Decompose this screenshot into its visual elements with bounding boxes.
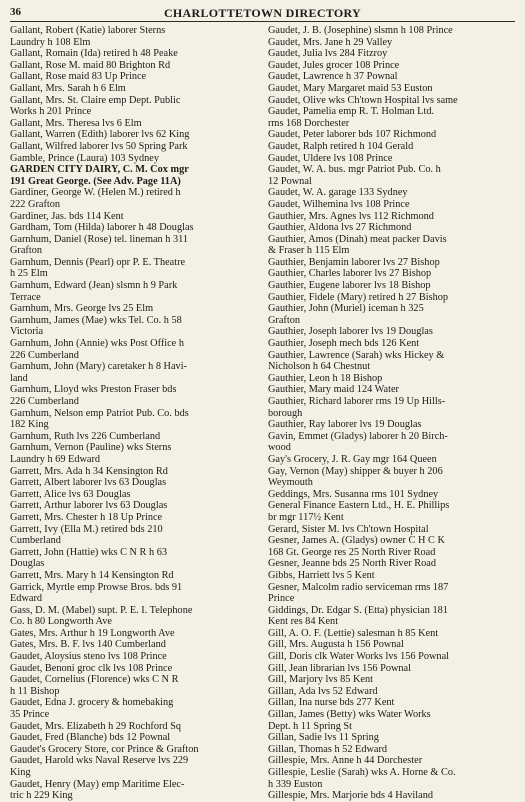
directory-entry-line: Garnhum, Daniel (Rose) tel. lineman h 311: [10, 233, 189, 245]
directory-entry-line: Garrett, Ivy (Ella M.) retired bds 210: [10, 523, 163, 535]
directory-entry-line: 12 Pownal: [268, 175, 312, 187]
directory-entry-line: Gaudet, Harold wks Naval Reserve lvs 229: [10, 755, 189, 767]
directory-entry-line: Gallant, Warren (Edith) laborer lvs 62 King: [10, 129, 190, 141]
directory-entry-line: Gillespie, Mrs. Marjorie bds 4 Haviland: [268, 790, 434, 802]
directory-entry-line: Garnhum, Edward (Jean) slsmn h 9 Park: [10, 280, 178, 292]
directory-entry-line: Grafton: [268, 314, 301, 326]
directory-entry-line: Gillespie, Mrs. Anne h 44 Dorchester: [268, 755, 423, 767]
directory-entry-line: Garrett, Mrs. Mary h 14 Kensington Rd: [10, 569, 174, 581]
directory-entry-line: Dept. h 11 Spring St: [268, 720, 352, 732]
directory-entry-line: Gauthier, Joseph laborer lvs 19 Douglas: [268, 326, 433, 338]
directory-entry-line: Gauthier, John (Muriel) iceman h 325: [268, 303, 424, 315]
directory-entry-line: Gavin, Emmet (Gladys) laborer h 20 Birch-: [268, 430, 448, 442]
directory-entry-line: Gallant, Mrs. St. Claire emp Dept. Public: [10, 94, 181, 106]
directory-entry-line: Laundry h 69 Edward: [10, 453, 101, 465]
directory-entry-line: Gauthier, Eugene laborer lvs 18 Bishop: [268, 280, 431, 292]
directory-entry-line: tric h 229 King: [10, 790, 73, 802]
directory-entry-line: Gauthier, Fidele (Mary) retired h 27 Bishop: [268, 291, 449, 303]
directory-entry-line: Gates, Mrs. B. F. lvs 140 Cumberland: [10, 639, 166, 651]
directory-entry-line: 222 Grafton: [10, 198, 61, 210]
directory-entry-line: Gaudet, Cornelius (Florence) wks C N R: [10, 674, 179, 686]
directory-entry-line: Gass, D. M. (Mabel) supt. P. E. I. Telephone: [10, 604, 193, 616]
directory-entry-line: Gallant, Rose M. maid 80 Brighton Rd: [10, 59, 171, 71]
directory-entry-line: Gardiner, George W. (Helen M.) retired h: [10, 187, 181, 199]
directory-entry-line: 182 King: [10, 419, 49, 431]
directory-entry-line: Gaudet, Mrs. Elizabeth h 29 Rochford Sq: [10, 720, 182, 732]
directory-entry-line: Gates, Mrs. Arthur h 19 Longworth Ave: [10, 627, 175, 639]
directory-entry-line: Gauthier, Aldona lvs 27 Richmond: [268, 222, 412, 234]
directory-entry-line: Gaudet, Peter laborer bds 107 Richmond: [268, 129, 437, 141]
directory-entry-line: Gaudet, J. B. (Josephine) slsmn h 108 Prince: [268, 25, 453, 36]
directory-entry-line: Victoria: [10, 326, 44, 338]
directory-entry-line: h 11 Bishop: [10, 685, 60, 697]
directory-entry-line: Gillan, Ada lvs 52 Edward: [268, 685, 378, 697]
directory-entry-line: borough: [268, 407, 303, 419]
directory-entry-line: Gaudet, Pamelia emp R. T. Holman Ltd.: [268, 106, 435, 118]
directory-entry-line: Gallant, Romain (Ida) retired h 48 Peake: [10, 48, 178, 60]
directory-entry-line: Gaudet, W. A. garage 133 Sydney: [268, 187, 408, 199]
directory-entry-line: Gallant, Rose maid 83 Up Prince: [10, 71, 147, 83]
directory-entry-line: Gaudet, Mary Margaret maid 53 Euston: [268, 82, 433, 94]
left-column: [10, 25, 257, 802]
directory-entry-line: Gaudet, Aloysius steno lvs 108 Prince: [10, 651, 167, 663]
directory-entry-line: Gill, Marjory lvs 85 Kent: [268, 674, 373, 686]
directory-entry-line: Gauthier, Lawrence (Sarah) wks Hickey &: [268, 349, 445, 361]
directory-entry-line: Gauthier, Richard laborer rms 19 Up Hills-: [268, 396, 446, 407]
directory-entry-line: Gaudet's Grocery Store, cor Prince & Grafton: [10, 743, 199, 755]
directory-entry-line: Gardham, Tom (Hilda) laborer h 48 Douglas: [10, 222, 194, 234]
directory-entry-line: Gesner, Jeanne bds 25 North River Road: [268, 558, 437, 570]
directory-entry-line: Cumberland: [10, 535, 61, 547]
directory-entry-line: Garnhum, John (Annie) wks Post Office h: [10, 338, 184, 350]
directory-entry-line: Garnhum, John (Mary) caretaker h 8 Havi-: [10, 361, 187, 373]
directory-entry-line: 226 Cumberland: [10, 396, 79, 407]
directory-entry-line: Gallant, Robert (Katie) laborer Sterns: [10, 25, 166, 36]
directory-entry-line: Gaudet, Wilhemina lvs 108 Prince: [268, 198, 410, 210]
directory-entry-line: wood: [268, 442, 291, 454]
directory-entry-line: Garrett, Mrs. Chester h 18 Up Prince: [10, 511, 163, 523]
directory-entry-line: Garnhum, Dennis (Pearl) opr P. E. Theatre: [10, 256, 186, 268]
directory-entry-line: Gerard, Sister M. lvs Ch'town Hospital: [268, 523, 429, 535]
directory-entry-line: Grafton: [10, 245, 43, 257]
directory-entry-line: Terrace: [10, 291, 41, 303]
directory-entry-line: Geddings, Mrs. Susanna rms 101 Sydney: [268, 488, 439, 500]
directory-entry-line: Garnhum, James (Mae) wks Tel. Co. h 58: [10, 314, 182, 326]
directory-entry-line: Garrett, John (Hattie) wks C N R h 63: [10, 546, 168, 558]
directory-entry-line: h 339 Euston: [268, 778, 323, 790]
directory-entry-line: Works h 201 Prince: [10, 106, 92, 118]
directory-entry-line: Gardiner, Jas. bds 114 Kent: [10, 210, 124, 222]
directory-entry-line: Gauthier, Leon h 18 Bishop: [268, 372, 383, 384]
directory-entry-line: Gillespie, Leslie (Sarah) wks A. Horne & Co.: [268, 767, 456, 778]
directory-entry-line: General Finance Eastern Ltd., H. E. Phillips: [268, 500, 450, 512]
directory-entry-line: Garrick, Myrtle emp Prowse Bros. bds 91: [10, 581, 183, 593]
directory-entry-line: Gauthier, Benjamin laborer lvs 27 Bishop: [268, 256, 440, 268]
directory-entry-line: 168 Gt. George res 25 North River Road: [268, 546, 436, 558]
directory-entry-line: Gaudet, Henry (May) emp Maritime Elec-: [10, 778, 185, 790]
directory-entry-line: Garrett, Alice lvs 63 Douglas: [10, 488, 131, 500]
directory-entry-line: land: [10, 372, 28, 384]
directory-entry-line: Gauthier, Mrs. Agnes lvs 112 Richmond: [268, 210, 434, 222]
directory-entry-line: Gesner, Malcolm radio serviceman rms 187: [268, 581, 449, 593]
directory-entry-line: Gaudet, Lawrence h 37 Pownal: [268, 71, 398, 83]
directory-entry-line: Garrett, Albert laborer lvs 63 Douglas: [10, 477, 167, 489]
directory-entry-line: Gauthier, Charles laborer lvs 27 Bishop: [268, 268, 432, 280]
directory-entry-line: Edward: [10, 593, 43, 605]
directory-entry-line: Laundry h 108 Elm: [10, 36, 91, 48]
directory-entry-line: Nicholson h 64 Chestnut: [268, 361, 371, 373]
directory-entry-line: rms 168 Dorchester: [268, 117, 350, 129]
directory-entry-line: Gauthier, Ray laborer lvs 19 Douglas: [268, 419, 422, 431]
directory-entry-line: Gillan, Ina nurse bds 277 Kent: [268, 697, 395, 709]
directory-entry-line: Gaudet, Ralph retired h 104 Gerald: [268, 140, 414, 152]
directory-entry-line: GARDEN CITY DAIRY, C. M. Cox mgr: [10, 164, 189, 176]
directory-entry-line: 191 Great George. (See Adv. Page 11A): [10, 175, 181, 187]
directory-title: CHARLOTTETOWN DIRECTORY: [163, 6, 362, 20]
directory-entry-line: h 25 Elm: [10, 268, 48, 280]
directory-entry-line: Garrett, Arthur laborer lvs 63 Douglas: [10, 500, 168, 512]
directory-entry-line: Gaudet, Jules grocer 108 Prince: [268, 59, 400, 71]
directory-entry-line: Gallant, Mrs. Sarah h 6 Elm: [10, 82, 126, 94]
directory-entry-line: Gill, Doris clk Water Works lvs 156 Pownal: [268, 651, 450, 663]
directory-entry-line: Gauthier, Amos (Dinah) meat packer Davis: [268, 233, 447, 245]
columns: [10, 25, 515, 802]
directory-entry-line: Garnhum, Nelson emp Patriot Pub. Co. bds: [10, 407, 189, 419]
directory-entry-line: Gay, Vernon (May) shipper & buyer h 206: [268, 465, 443, 477]
directory-entry-line: Gillan, Thomas h 52 Edward: [268, 743, 388, 755]
directory-entry-line: Co. h 80 Longworth Ave: [10, 616, 112, 628]
directory-entry-line: Gaudet, Julia lvs 284 Fitzroy: [268, 48, 388, 60]
directory-entry-line: Gibbs, Harriett lvs 5 Kent: [268, 569, 375, 581]
directory-entry-line: Garnhum, Mrs. George lvs 25 Elm: [10, 303, 154, 315]
directory-entry-line: Gamble, Prince (Laura) 103 Sydney: [10, 152, 159, 164]
directory-entry-line: Gill, Mrs. Augusta h 156 Pownal: [268, 639, 404, 651]
directory-entry-line: Gaudet, Benoni groc clk lvs 108 Prince: [10, 662, 173, 674]
directory-entry-line: Garnhum, Vernon (Pauline) wks Sterns: [10, 442, 172, 454]
directory-entry-line: Gaudet, Fred (Blanche) bds 12 Pownal: [10, 732, 171, 744]
directory-entry-line: Kent res 84 Kent: [268, 616, 339, 628]
directory-entry-line: Gill, A. O. F. (Lettie) salesman h 85 Kent: [268, 627, 439, 639]
directory-entry-line: King: [10, 767, 31, 778]
directory-entry-line: br mgr 117½ Kent: [268, 511, 344, 523]
directory-entry-line: Giddings, Dr. Edgar S. (Etta) physician 181: [268, 604, 448, 616]
directory-entry-line: Gill, Jean librarian lvs 156 Pownal: [268, 662, 411, 674]
directory-entry-line: Weymouth: [268, 477, 313, 489]
directory-entry-line: Gallant, Mrs. Theresa lvs 6 Elm: [10, 117, 142, 129]
directory-entry-line: Gillan, Sadie lvs 11 Spring: [268, 732, 379, 744]
directory-entry-line: Gaudet, Edna J. grocery & homebaking: [10, 697, 174, 709]
directory-entry-line: Gauthier, Mary maid 124 Water: [268, 384, 399, 396]
directory-entry-line: Garnhum, Lloyd wks Preston Fraser bds: [10, 384, 177, 396]
directory-entry-line: Gaudet, Uldere lvs 108 Prince: [268, 152, 393, 164]
directory-entry-line: 226 Cumberland: [10, 349, 79, 361]
directory-entry-line: Gillan, James (Betty) wks Water Works: [268, 709, 431, 721]
page-header: [10, 6, 515, 22]
directory-entry-line: & Fraser h 115 Elm: [268, 245, 350, 257]
directory-entry-line: Douglas: [10, 558, 45, 570]
directory-entry-line: Garnhum, Ruth lvs 226 Cumberland: [10, 430, 161, 442]
directory-entry-line: Gaudet, Olive wks Ch'town Hospital lvs same: [268, 94, 458, 106]
directory-entry-line: Gesner, James A. (Gladys) owner C H C K: [268, 535, 445, 547]
directory-entry-line: Gallant, Wilfred laborer lvs 50 Spring Park: [10, 140, 188, 152]
directory-entry-line: Gaudet, Mrs. Jane h 29 Valley: [268, 36, 393, 48]
directory-entry-line: Gaudet, W. A. bus. mgr Patriot Pub. Co. h: [268, 164, 441, 176]
right-column: [268, 25, 515, 802]
directory-entry-line: Gay's Grocery, J. R. Gay mgr 164 Queen: [268, 453, 437, 465]
directory-entry-line: Garrett, Mrs. Ada h 34 Kensington Rd: [10, 465, 168, 477]
directory-entry-line: 35 Prince: [10, 709, 50, 721]
page-number: 36: [10, 6, 21, 18]
directory-entry-line: Prince: [268, 593, 295, 605]
directory-entry-line: Gauthier, Joseph mech bds 126 Kent: [268, 338, 420, 350]
